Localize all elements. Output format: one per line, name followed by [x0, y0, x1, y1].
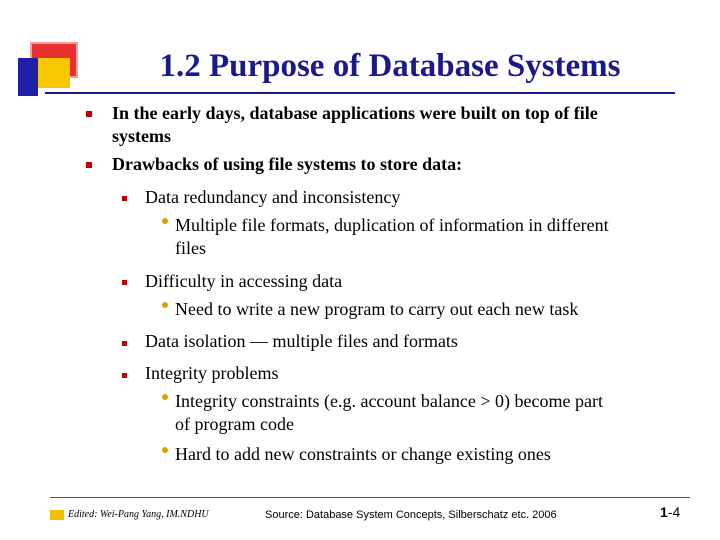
sub-bullet-marker: [122, 196, 127, 201]
sub-bullet-marker: [122, 280, 127, 285]
footer-source: Source: Database System Concepts, Silberschatz etc. 2006: [265, 509, 557, 521]
drawback-item: Integrity problems: [145, 363, 279, 383]
footer-divider: [50, 497, 690, 498]
page-number: -4: [667, 504, 681, 520]
detail-item: [175, 214, 675, 260]
footer-color-box: [50, 510, 64, 520]
detail-dot: [162, 218, 168, 224]
detail-text-line: Multiple file formats, duplication of information in different: [175, 215, 609, 235]
page-title: 1.2 Purpose of Database Systems: [159, 48, 621, 84]
drawback-item: Data isolation — multiple files and formats: [145, 331, 458, 351]
detail-text-line: files: [175, 238, 206, 258]
detail-item: Hard to add new constraints or change existing ones: [175, 444, 551, 464]
bullet-text-line: systems: [112, 126, 171, 146]
sub-bullet-marker: [122, 341, 127, 346]
drawback-item: Difficulty in accessing data: [145, 271, 343, 291]
detail-item: [175, 390, 675, 436]
detail-dot: [162, 302, 168, 308]
footer-editor: Edited: Wei-Pang Yang, IM.NDHU: [68, 509, 209, 520]
detail-text-line: of program code: [175, 414, 294, 434]
bullet-marker: [86, 162, 92, 168]
bullet-item: [112, 102, 672, 148]
detail-item: Need to write a new program to carry out each new task: [175, 299, 579, 319]
sub-bullet-marker: [122, 373, 127, 378]
drawback-item: Data redundancy and inconsistency: [145, 187, 401, 207]
bullet-item: Drawbacks of using file systems to store data:: [112, 154, 463, 174]
detail-text-line: Integrity constraints (e.g. account balance > 0) become part: [175, 391, 603, 411]
detail-dot: [162, 447, 168, 453]
bullet-marker: [86, 111, 92, 117]
detail-dot: [162, 394, 168, 400]
slide-number: [660, 504, 680, 520]
chapter-number: 1: [660, 504, 668, 520]
bullet-text-line: In the early days, database applications were built on top of file: [112, 103, 598, 123]
